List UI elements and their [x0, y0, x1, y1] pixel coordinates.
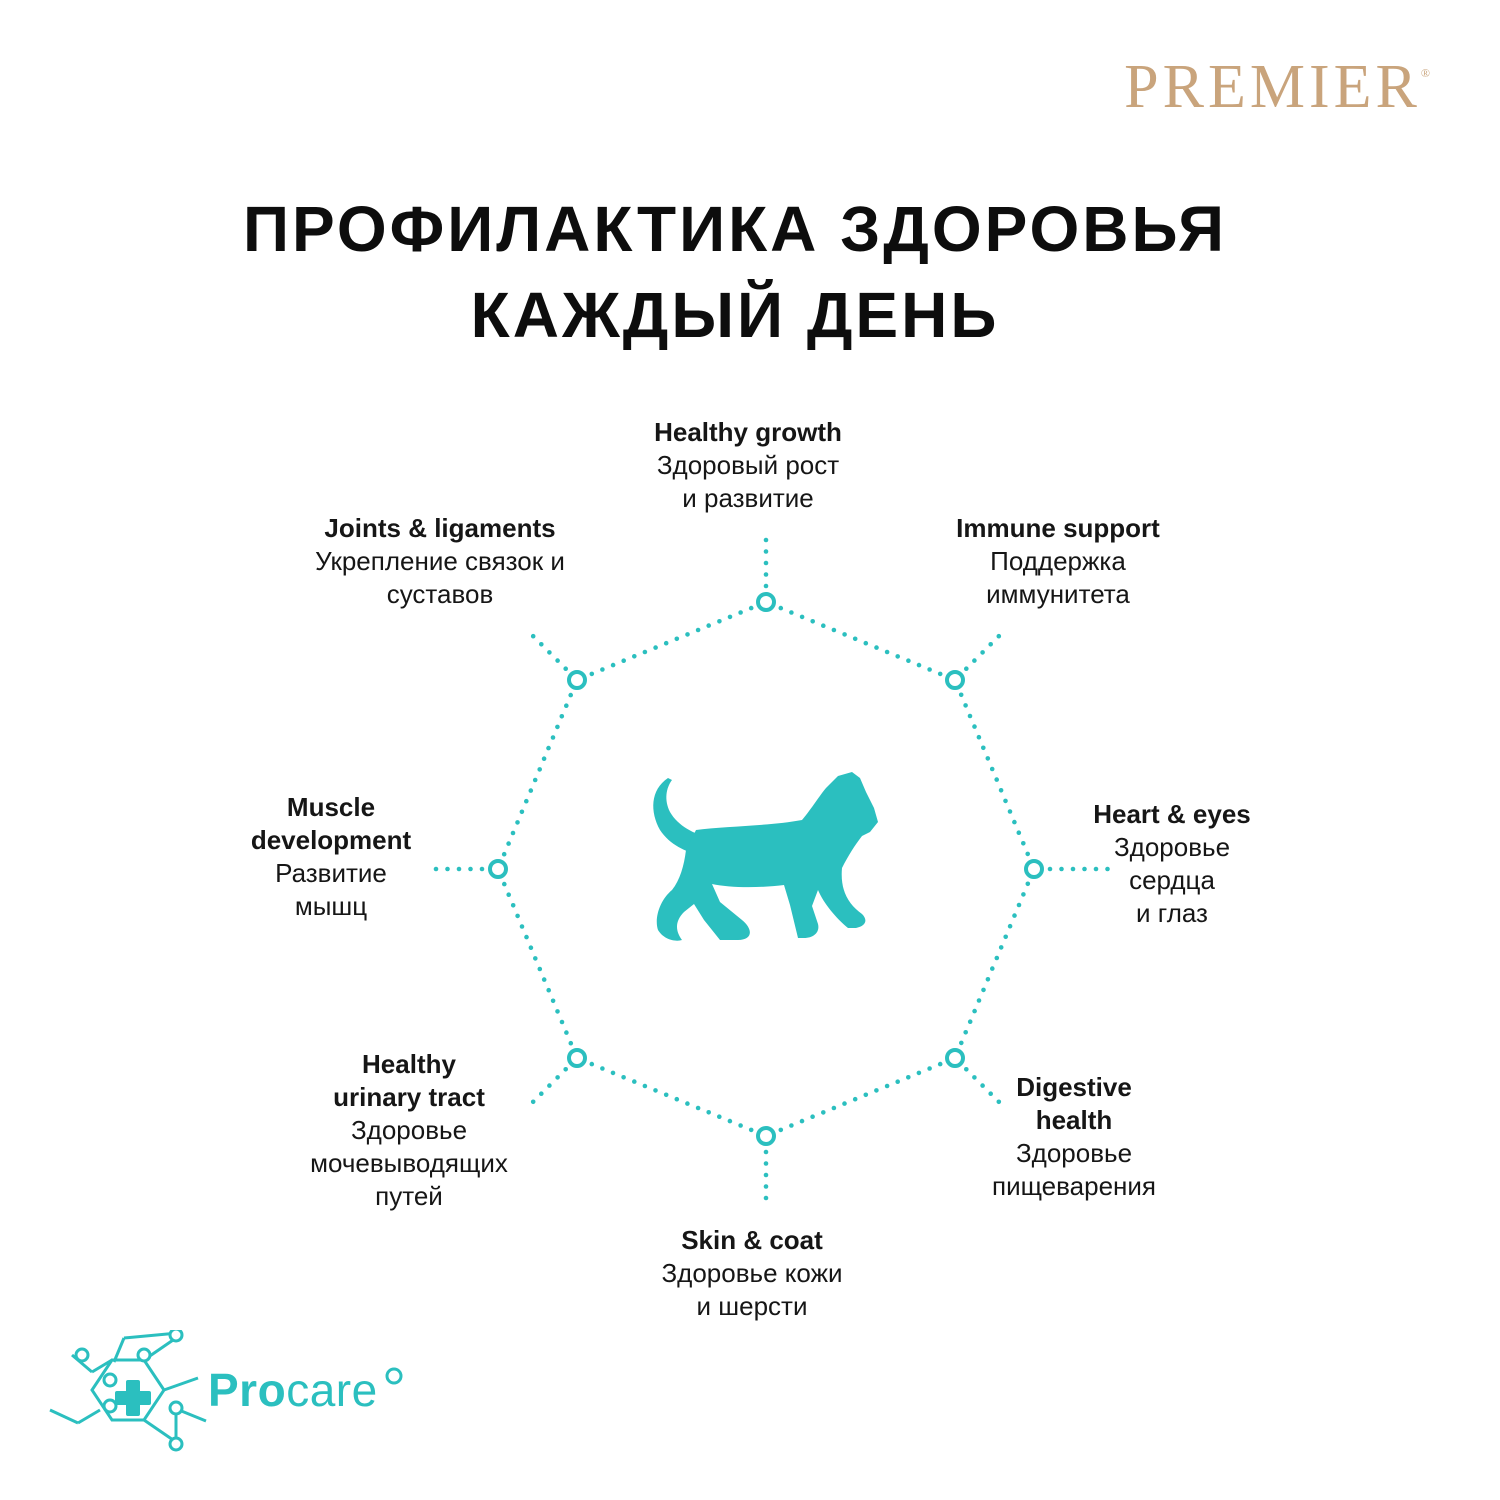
connector-dot [968, 1019, 973, 1024]
connector-dot [611, 1071, 616, 1076]
connector-dot [706, 1110, 711, 1115]
connector-dot [542, 977, 547, 982]
connector-dot [853, 637, 858, 642]
node-digestive-health [947, 1050, 963, 1066]
connector-dot [696, 628, 701, 633]
connector-dot [555, 658, 560, 663]
connector-dot [810, 619, 815, 624]
connector-dot [560, 714, 565, 719]
connector-dot [542, 756, 547, 761]
connector-dot [832, 628, 837, 633]
connector-dot [990, 767, 995, 772]
connector-dot [728, 1119, 733, 1124]
connector-dot [874, 645, 879, 650]
connector-dot [990, 966, 995, 971]
connector-dot [986, 977, 991, 982]
connector-dot [810, 1114, 815, 1119]
connector-dot [611, 663, 616, 668]
connector-dot [764, 561, 769, 566]
connector-dot [621, 1075, 626, 1080]
connector-dot [568, 693, 573, 698]
connector-dot [864, 1093, 869, 1098]
connector-dot [685, 1101, 690, 1106]
connector-dot [968, 714, 973, 719]
connector-dot [653, 645, 658, 650]
connector-dot [524, 799, 529, 804]
premier-logo: PREMIER® [1124, 53, 1430, 121]
connector-dot [555, 725, 560, 730]
benefit-urinary-tract [239, 1048, 579, 1213]
connector-dot [779, 1128, 784, 1133]
connector-dot [999, 788, 1004, 793]
title-line-2: КАЖДЫЙ ДЕНЬ [470, 279, 1000, 351]
connector-dot [506, 892, 511, 897]
connector-dot [995, 956, 1000, 961]
connector-dot [717, 1114, 722, 1119]
benefit-description: Здоровье пищеварения [991, 1138, 1157, 1201]
connector-dot [980, 650, 985, 655]
connector-dot [506, 841, 511, 846]
connector-dot [632, 1079, 637, 1084]
connector-dot [728, 615, 733, 620]
connector-dot [842, 1101, 847, 1106]
connector-dot [832, 1106, 837, 1111]
connector-dot [538, 967, 543, 972]
benefit-description: Здоровый рост и развитие [656, 450, 840, 513]
connector-dot [717, 619, 722, 624]
connector-dot [853, 1097, 858, 1102]
benefit-title: Immune support [956, 513, 1160, 543]
connector-dot [738, 1123, 743, 1128]
connector-dot [600, 1066, 605, 1071]
benefit-description: Здоровье кожи и шерсти [661, 1258, 843, 1321]
connector-dot [632, 654, 637, 659]
connector-dot [988, 642, 993, 647]
connector-dot [531, 634, 536, 639]
benefit-joints-ligaments [270, 512, 610, 611]
benefit-description: Здоровье сердца и глаз [1113, 832, 1231, 928]
connector-dot [917, 663, 922, 668]
connector-dot [546, 746, 551, 751]
connector-dot [994, 777, 999, 782]
connector-dot [764, 1173, 769, 1178]
connector-dot [664, 1093, 669, 1098]
benefit-healthy-growth [578, 416, 918, 515]
connector-dot [511, 903, 516, 908]
connector-dot [546, 988, 551, 993]
benefit-title: Heart & eyes [1093, 799, 1251, 829]
connector-dot [972, 724, 977, 729]
connector-dot [977, 735, 982, 740]
benefit-description: Поддержка иммунитета [986, 546, 1130, 609]
connector-dot [764, 584, 769, 589]
connector-dot [800, 615, 805, 620]
connector-dot [563, 666, 568, 671]
benefit-muscle-development [161, 791, 501, 923]
connector-dot [986, 756, 991, 761]
connector-dot [997, 634, 1002, 639]
connector-dot [789, 610, 794, 615]
benefit-immune-support [888, 512, 1228, 611]
connector-dot [520, 924, 525, 929]
benefit-title: Muscle development [250, 792, 412, 855]
connector-dot [895, 1079, 900, 1084]
connector-dot [964, 666, 969, 671]
benefit-description: Здоровье мочевыводящих путей [310, 1115, 508, 1211]
connector-dot [520, 810, 525, 815]
connector-dot [906, 658, 911, 663]
connector-dot [696, 1106, 701, 1111]
connector-dot [764, 1150, 769, 1155]
connector-dot [874, 1088, 879, 1093]
benefit-skin-coat [582, 1224, 922, 1323]
connector-dot [621, 658, 626, 663]
connector-dot [963, 1030, 968, 1035]
connector-dot [524, 935, 529, 940]
connector-dot [764, 572, 769, 577]
connector-dot [738, 610, 743, 615]
connector-dot [515, 914, 520, 919]
connector-dot [764, 538, 769, 543]
connector-dot [537, 767, 542, 772]
benefit-title: Skin & coat [681, 1225, 823, 1255]
connector-dot [560, 1020, 565, 1025]
connector-dot [764, 1196, 769, 1201]
node-skin-coat [758, 1128, 774, 1144]
connector-dot [529, 788, 534, 793]
connector-dot [977, 998, 982, 1003]
connector-dot [664, 641, 669, 646]
connector-dot [590, 672, 595, 677]
connector-dot [842, 632, 847, 637]
connector-dot [533, 778, 538, 783]
benefit-title: Healthy growth [654, 417, 842, 447]
connector-dot [764, 1161, 769, 1166]
connector-dot [864, 641, 869, 646]
connector-dot [551, 999, 556, 1004]
connector-dot [569, 1041, 574, 1046]
connector-dot [938, 672, 943, 677]
connector-dot [749, 606, 754, 611]
connector-dot [959, 1041, 964, 1046]
connector-dot [821, 1110, 826, 1115]
benefit-description: Развитие мышц [275, 858, 387, 921]
title-line-1: ПРОФИЛАКТИКА ЗДОРОВЬЯ [242, 193, 1228, 265]
connector-dot [706, 623, 711, 628]
connector-dot [511, 831, 516, 836]
connector-dot [590, 1062, 595, 1067]
connector-dot [821, 623, 826, 628]
connector-dot [551, 735, 556, 740]
connector-dot [927, 667, 932, 672]
connector-dot [764, 1184, 769, 1189]
benefit-title: Joints & ligaments [324, 513, 556, 543]
connector-dot [999, 945, 1004, 950]
benefit-digestive-health [904, 1071, 1244, 1203]
benefit-title: Healthy urinary tract [333, 1049, 485, 1112]
connector-dot [749, 1128, 754, 1133]
connector-dot [895, 654, 900, 659]
connector-dot [675, 637, 680, 642]
connector-dot [789, 1123, 794, 1128]
connector-dot [885, 1084, 890, 1089]
procare-wordmark: Procare [208, 1364, 378, 1416]
connector-dot [529, 945, 534, 950]
connector-dot [963, 703, 968, 708]
connector-dot [981, 746, 986, 751]
connector-dot [643, 650, 648, 655]
connector-dot [502, 882, 507, 887]
benefit-description: Укрепление связок и суставов [315, 546, 565, 609]
connector-dot [564, 1030, 569, 1035]
connector-dot [885, 650, 890, 655]
connector-dot [779, 606, 784, 611]
connector-dot [539, 642, 544, 647]
node-joints-ligaments [569, 672, 585, 688]
connector-dot [555, 1009, 560, 1014]
connector-dot [972, 658, 977, 663]
connector-dot [1003, 935, 1008, 940]
connector-dot [764, 549, 769, 554]
connector-dot [502, 852, 507, 857]
connector-dot [643, 1084, 648, 1089]
node-healthy-growth [758, 594, 774, 610]
connector-dot [533, 956, 538, 961]
connector-dot [653, 1088, 658, 1093]
node-immune-support [947, 672, 963, 688]
connector-dot [564, 703, 569, 708]
connector-dot [675, 1097, 680, 1102]
connector-dot [981, 988, 986, 993]
connector-dot [800, 1119, 805, 1124]
kitten-icon [653, 772, 878, 941]
connector-dot [515, 820, 520, 825]
benefit-heart-eyes [1002, 798, 1342, 930]
connector-dot [547, 650, 552, 655]
connector-dot [685, 632, 690, 637]
connector-dot [600, 667, 605, 672]
connector-dot [972, 1009, 977, 1014]
connector-dot [959, 693, 964, 698]
connector-dot [938, 1062, 943, 1067]
benefit-title: Digestive health [1016, 1072, 1132, 1135]
